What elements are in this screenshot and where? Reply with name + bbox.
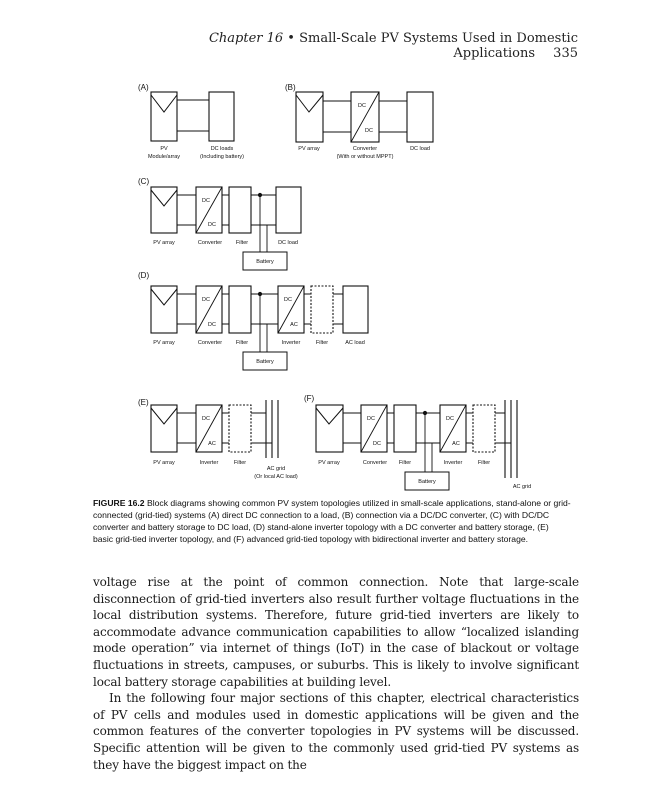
converter-label: Converter <box>352 146 378 152</box>
conv-bottom-label: DC <box>373 441 381 447</box>
body-text <box>93 574 579 773</box>
dc-ac-inverter-block <box>196 405 222 452</box>
conv-top-label: DC <box>202 198 210 204</box>
grid-sublabel: (Or local AC load) <box>254 474 298 480</box>
conv-bottom-label: DC <box>208 222 216 228</box>
pv-label: PV array <box>153 340 175 346</box>
pv-array-icon <box>151 187 177 233</box>
inv-bottom-label: AC <box>208 441 216 447</box>
grid-label: AC grid <box>266 466 286 472</box>
panel-c <box>138 177 301 270</box>
filter-block <box>229 286 251 333</box>
panel-e-tag: (E) <box>138 398 149 407</box>
conv-bottom-label: DC <box>208 322 216 328</box>
inv-bottom-label: AC <box>452 441 460 447</box>
inverter-label: Inverter <box>443 460 463 466</box>
figure-label: FIGURE 16.2 <box>93 498 145 508</box>
pv-label: PV array <box>298 146 320 152</box>
load-sublabel: (Including battery) <box>199 154 245 160</box>
dc-load-block <box>407 92 433 142</box>
battery-label: Battery <box>256 359 274 365</box>
filter-block <box>229 187 251 233</box>
paragraph: voltage rise at the point of common connection. Note that large-scale disconnection of grid-tied inverters also result further voltage fluctuations in the local distribution systems. Therefore, future grid-tied inverters are likely to accommodate advance communication capabilities to allow “localized islanding mode operation” via internet of things (IoT) in the case of blackout or voltage fluctuations in streets, campuses, or suburbs. This is likely to involve significant local battery storage capabilities at building level. <box>93 575 579 689</box>
grid-label: AC grid <box>512 484 532 490</box>
panel-e <box>138 398 298 480</box>
load-label: DC load <box>278 240 298 246</box>
filter2-label: Filter <box>315 340 329 346</box>
ac-grid-bus <box>505 400 517 478</box>
filter-label: Filter <box>398 460 412 466</box>
inv-bottom-label: AC <box>290 322 298 328</box>
panel-f <box>304 394 531 490</box>
page-number: 335 <box>553 46 578 61</box>
pv-label: PV <box>160 146 168 152</box>
conv-top-label: DC <box>202 297 210 303</box>
figure-caption <box>93 497 571 545</box>
pv-array-icon <box>151 286 177 333</box>
load-label: DC loads <box>210 146 234 152</box>
filter-label: Filter <box>235 240 249 246</box>
conv-top-label: DC <box>367 416 375 422</box>
inv-top-label: DC <box>202 416 210 422</box>
converter-label: Converter <box>197 240 223 246</box>
converter-label: Converter <box>197 340 223 346</box>
converter-label: Converter <box>362 460 388 466</box>
filter-label: Filter <box>233 460 247 466</box>
load-label: DC load <box>410 146 430 152</box>
ac-load-block <box>343 286 368 333</box>
inverter-label: Inverter <box>281 340 301 346</box>
conv-bottom-label: DC <box>365 128 373 134</box>
dc-load-block <box>209 92 234 141</box>
panel-b <box>285 83 433 160</box>
chapter-title: Small-Scale PV Systems Used in Domestic Applications <box>299 31 578 61</box>
filter2-label: Filter <box>477 460 491 466</box>
caption-text: Block diagrams showing common PV system topologies utilized in small-scale applications, stand-alone or grid-connected (grid-tied) systems (A) direct DC connection to a load, (B) connection via a DC/DC converter, (C) with DC/DC converter and battery storage to DC load, (D) stand-alone inverter topology with a DC converter and battery storage, (E) basic grid-tied inverter topology, and (F) advanced grid-tied topology with bidirectional inverter and battery storage. <box>93 498 571 544</box>
filter-block <box>394 405 416 452</box>
panel-d <box>138 271 368 370</box>
pv-module-icon <box>151 92 177 141</box>
panel-a <box>138 83 244 160</box>
filter-label: Filter <box>235 340 249 346</box>
battery-label: Battery <box>256 259 274 265</box>
filter-block-dashed <box>229 405 251 452</box>
dc-dc-converter-block <box>196 187 222 233</box>
panel-b-tag: (B) <box>285 83 296 92</box>
pv-array-icon <box>296 92 323 142</box>
dc-ac-inverter-block <box>278 286 304 333</box>
panel-a-tag: (A) <box>138 83 149 92</box>
pv-array-icon <box>316 405 343 452</box>
pv-label: PV array <box>153 460 175 466</box>
battery-label: Battery <box>418 479 436 485</box>
dc-ac-inverter-block <box>440 405 466 452</box>
inv-top-label: DC <box>284 297 292 303</box>
inverter-label: Inverter <box>199 460 219 466</box>
pv-label: PV array <box>318 460 340 466</box>
dc-dc-converter-block <box>351 92 379 142</box>
chapter-label: Chapter 16 <box>208 31 284 46</box>
filter-block-dashed <box>311 286 333 333</box>
converter-sublabel: (With or without MPPT) <box>336 154 394 160</box>
ac-grid-bus <box>266 400 278 458</box>
conv-top-label: DC <box>358 103 366 109</box>
paragraph: In the following four major sections of this chapter, electrical characteristics of PV cells and modules used in domestic applications will be given and the common features of the converter topologies in PV systems will be discussed. Specific attention will be given to the commonly used grid-tied PV systems as they have the biggest impact on the <box>93 691 579 772</box>
panel-c-tag: (C) <box>138 177 150 186</box>
filter-block-dashed <box>473 405 495 452</box>
panel-f-tag: (F) <box>304 394 315 403</box>
pv-array-icon <box>151 405 177 452</box>
dc-load-block <box>276 187 301 233</box>
pv-label: PV array <box>153 240 175 246</box>
header-separator: • <box>287 31 295 46</box>
inv-top-label: DC <box>446 416 454 422</box>
pv-sublabel: Module/array <box>147 154 181 160</box>
load-label: AC load <box>345 340 365 346</box>
dc-dc-converter-block <box>196 286 222 333</box>
dc-dc-converter-block <box>361 405 387 452</box>
panel-d-tag: (D) <box>138 271 150 280</box>
